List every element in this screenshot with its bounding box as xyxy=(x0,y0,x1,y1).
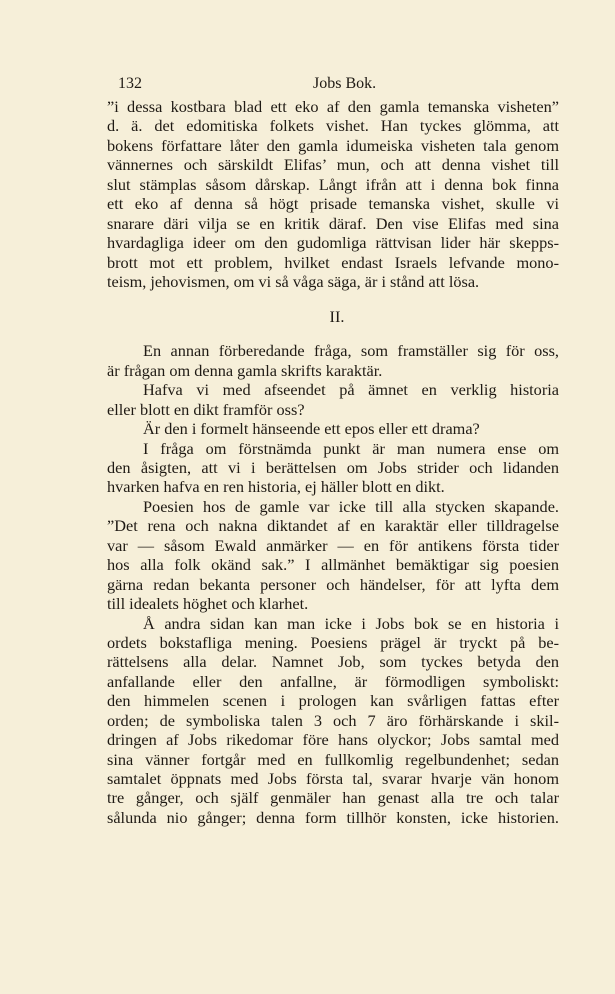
text-line: teism, jehovismen, om vi så våga säga, är i stånd att lösa. xyxy=(107,271,480,291)
text-line: till idealets höghet och klarhet. xyxy=(107,594,309,614)
text-line: samtalet öppnats med Jobs första tal, svarar hvarje vän honom xyxy=(107,769,559,788)
text-line: ordets bokstafliga mening. Poesiens prägel är tryckt på be- xyxy=(107,632,559,652)
page-number: 132 xyxy=(118,75,142,92)
paragraph-5 xyxy=(107,439,559,497)
text-line: hos alla folk okänd sak.” I allmänhet bemäktigar sig poesien xyxy=(107,555,559,575)
text-line: gärna redan bekanta personer och händelser, för att lyfta dem xyxy=(107,574,559,594)
paragraph-6 xyxy=(107,497,559,614)
text-line: är frågan om denna gamla skrifts karaktär. xyxy=(107,360,383,380)
body-text xyxy=(107,97,559,827)
text-line: sålunda nio gånger; denna form tillhör konsten, icke historien. xyxy=(107,807,559,827)
text-line: ett eko af denna så högt prisade temanska vishet, skulle vi xyxy=(107,194,559,214)
text-line: Hafva vi med afseendet på ämnet en verklig historia xyxy=(143,380,559,400)
text-line: tre gånger, och själf genmäler han genast alla tre och talar xyxy=(107,788,559,808)
paragraph-3 xyxy=(107,380,559,419)
text-line: orden; de symboliska talen 3 och 7 äro förhärskande i skil- xyxy=(107,710,559,730)
text-line: anfallande eller den anfallne, är förmodligen symboliskt: xyxy=(107,671,559,691)
text-line: den åsigten, att vi i berättelsen om Jobs strider och lidanden xyxy=(107,458,559,477)
text-line: sina vänner fortgår med en fullkomlig regelbundenhet; sedan xyxy=(107,749,559,769)
text-line: d. ä. det edomitiska folkets vishet. Han tyckes glömma, att xyxy=(107,116,559,136)
text-line: Å andra sidan kan man icke i Jobs bok se en historia i xyxy=(143,613,559,633)
text-line: I fråga om förstnämda punkt är man numera ense om xyxy=(143,438,559,458)
text-line: hvardagliga ideer om den gudomliga rättvisan lider här skepps- xyxy=(107,233,559,253)
text-line: dringen af Jobs rikedomar före hans olyckor; Jobs samtal med xyxy=(107,730,559,750)
text-line: Poesien hos de gamle var icke till alla stycken skapande. xyxy=(143,496,559,516)
text-line: Är den i formelt hänseende ett epos eller ett drama? xyxy=(143,419,480,439)
text-line: hvarken hafva en ren historia, ej häller blott en dikt. xyxy=(107,477,445,497)
paragraph-1 xyxy=(107,97,559,291)
paragraph-2 xyxy=(107,341,559,380)
text-line: den himmelen scenen i prologen kan svårligen fattas efter xyxy=(107,691,559,711)
text-line: rättelsens alla delar. Namnet Job, som tyckes betyda den xyxy=(107,652,559,672)
text-line: ”Det rena och nakna diktandet af en karaktär eller tilldragelse xyxy=(107,516,559,536)
text-line: bokens författare låter den gamla idumeiska visheten tala genom xyxy=(107,135,559,155)
text-line: ”i dessa kostbara blad ett eko af den gamla temanska visheten” xyxy=(107,97,559,116)
text-line: snarare däri vilja se en kritik däraf. Den vise Elifas med sina xyxy=(107,213,559,233)
text-line: En annan förberedande fråga, som framställer sig för oss, xyxy=(143,341,559,361)
page-header xyxy=(118,75,558,99)
text-line: slut stämplas såsom dårskap. Långt ifrån att i denna bok finna xyxy=(107,174,559,194)
text-line: vännernes och särskildt Elifas’ mun, och att denna vishet till xyxy=(107,155,559,175)
text-line: eller blott en dikt framför oss? xyxy=(107,399,305,419)
paragraph-7 xyxy=(107,614,559,828)
section-heading: II. xyxy=(329,307,345,327)
running-head: Jobs Bok. xyxy=(313,75,377,92)
paragraph-4 xyxy=(107,419,559,438)
text-line: brott mot ett problem, hvilket endast Israels lefvande mono- xyxy=(107,252,559,272)
text-line: var — såsom Ewald anmärker — en för antikens första tider xyxy=(107,535,559,555)
